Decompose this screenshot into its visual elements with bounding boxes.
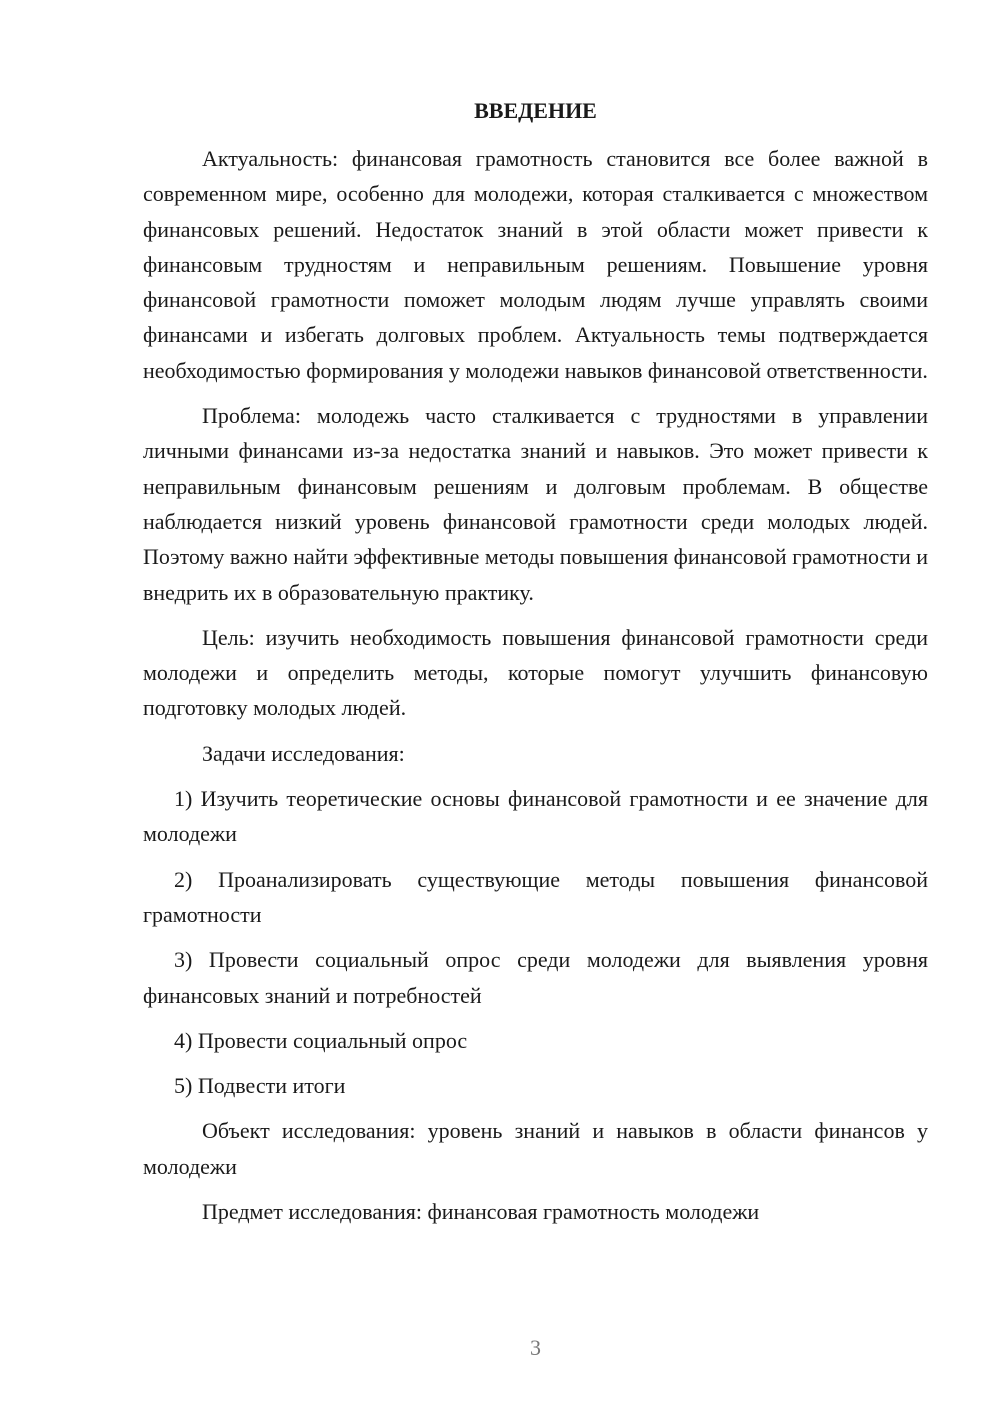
task-item: 1) Изучить теоретические основы финансовой грамотности и ее значение для молодежи [143,786,928,847]
object-paragraph: Объект исследования: уровень знаний и навыков в области финансов у молодежи [143,1118,928,1179]
task-item: 3) Провести социальный опрос среди молодежи для выявления уровня финансовых знаний и потребностей [143,947,928,1008]
subject-paragraph: Предмет исследования: финансовая грамотность молодежи [202,1199,760,1225]
section-title: ВВЕДЕНИЕ [474,98,597,123]
problem-paragraph: Проблема: молодежь часто сталкивается с трудностями в управлении личными финансами из-за недостатка знаний и навыков. Это может привести к неправильным финансовым решениям и долговым проблемам. В обществе наблюдается низкий уровень финансовой грамотности среди молодых людей. Поэтому важно найти эффективные методы повышения финансовой грамотности и внедрить их в образовательную практику. [143,403,928,605]
task-item: 5) Подвести итоги [174,1073,346,1099]
task-item: 4) Провести социальный опрос [174,1027,468,1053]
task-item: 2) Проанализировать существующие методы повышения финансовой грамотности [143,866,928,927]
tasks-heading: Задачи исследования: [202,740,405,766]
page-number: 3 [530,1335,541,1360]
document-page [143,0,928,1414]
relevance-paragraph: Актуальность: финансовая грамотность становится все более важной в современном мире, особенно для молодежи, которая сталкивается с множеством финансовых решений. Недостаток знаний в этой области может привести к финансовым трудностям и неправильным решениям. Повышение уровня финансовой грамотности поможет молодым людям лучше управлять своими финансами и избегать долговых проблем. Актуальность темы подтверждается необходимостью формирования у молодежи навыков финансовой ответственности. [143,146,928,383]
goal-paragraph: Цель: изучить необходимость повышения финансовой грамотности среди молодежи и определить методы, которые помогут улучшить финансовую подготовку молодых людей. [143,624,928,721]
document-body [143,141,928,1239]
